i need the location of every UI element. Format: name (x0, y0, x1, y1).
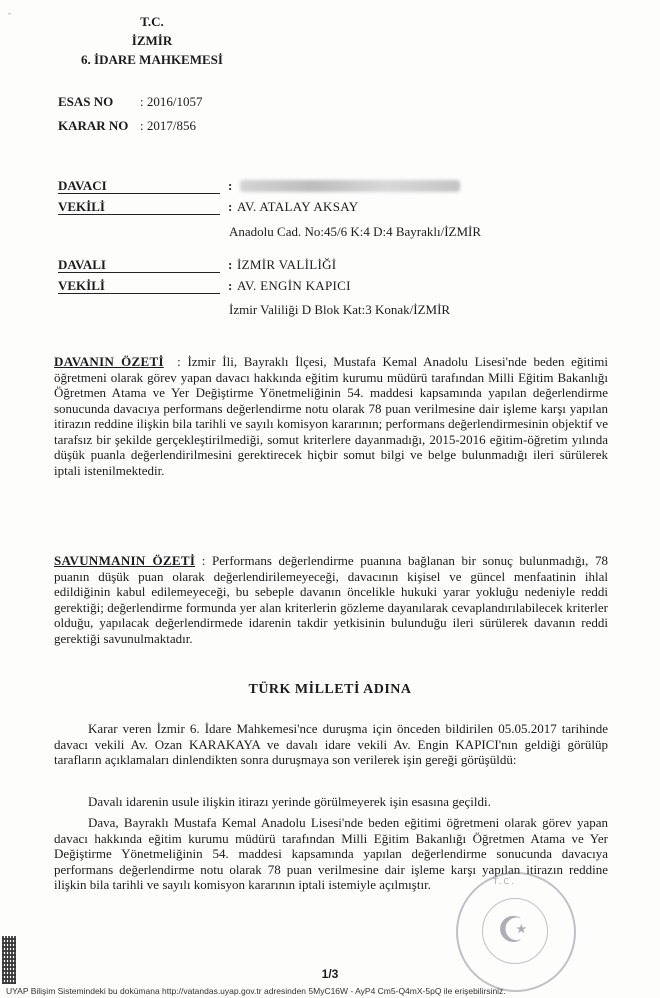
seal-text: T.C. (493, 877, 516, 886)
davanin-ozeti-text: : İzmir İli, Bayraklı İlçesi, Mustafa Kemal Anadolu Lisesi'nde beden eğitimi öğretmeni olarak görev yapan davacı hakkında eğitim kurumu müdürü tarafından Milli Eğitim Bakanlığı Öğretmen Atama ve Yer Değiştirme Yönetmeliğinin 54. maddesi kapsamında yapılan değerlendirme sonucunda davacıya performans değerlendirme notu olarak 78 puan verilmesine dair işleme karşı yapılan itirazın reddine ilişkin bila tarihli ve sayılı komisyon kararının; performans değerlendirmesinin objektif ve tarafsız bir şekilde gerçekleştirilmediği, somut kriterlere dayanmadığı, 2015-2016 eğitim-öğretim yılında düşük puanla değerlendirilmesini gerektirecek hiçbir somut bilgi ve belge bulunmadığı ileri sürülerek iptali istenilmektedir. (54, 354, 608, 478)
decision-para-2-text: Davalı idarenin usule ilişkin itirazı yerinde görülmeyerek işin esasına geçildi. (88, 794, 491, 809)
page-number: 1/3 (321, 967, 339, 981)
davanin-ozeti-section (54, 354, 608, 478)
davali-rule (58, 272, 220, 273)
davali-value: İZMİR VALİLİĞİ (237, 257, 337, 272)
davali-vekili-rule (58, 293, 220, 294)
davanin-ozeti-heading: DAVANIN ÖZETİ (54, 354, 164, 369)
karar-no-row (58, 118, 196, 134)
davali-label: DAVALI (58, 257, 106, 272)
davali-vekili-address: İzmir Valiliği D Blok Kat:3 Konak/İZMİR (229, 302, 451, 317)
savunmanin-ozeti-heading: SAVUNMANIN ÖZETİ (54, 553, 196, 568)
davaci-vekili-row (58, 199, 578, 216)
esas-no-label: ESAS NO (58, 94, 114, 109)
crescent-star-icon: ☪ (497, 910, 530, 951)
header-court-name: 6. İDARE MAHKEMESİ (81, 52, 223, 67)
decision-para-3-text: Dava, Bayraklı Mustafa Kemal Anadolu Lisesi'nde beden eğitimi öğretmeni olarak görev yapan davacı hakkında eğitim kurumu müdürü tarafından Milli Eğitim Bakanlığı Öğretmen Atama ve Yer Değiştirme Yönetmeliğinin 54. maddesi kapsamında yapılan değerlendirme sonucunda davacıya performans değerlendirme notu olarak 78 puan verilmesine dair işleme karşı yapılan itirazın reddine ilişkin bila tarihli ve sayılı komisyon kararının iptali istemiyle açılmıştır. (54, 815, 608, 892)
uyap-footer: UYAP Bilişim Sistemindeki bu dokümana http://vatandas.uyap.gov.tr adresinden 5MyC16W - AyP4 Cm5-Q4mX-5pQ ile erişebilirsiniz. (6, 986, 506, 996)
davaci-vekili-address: Anadolu Cad. No:45/6 K:4 D:4 Bayraklı/İZMİR (229, 224, 482, 239)
davali-vekili-name: AV. ENGİN KAPICI (237, 278, 351, 293)
davaci-colon: : (228, 178, 233, 193)
corner-mark: - (8, 8, 11, 18)
davali-colon: : (228, 257, 233, 272)
davaci-label: DAVACI (58, 178, 107, 193)
qr-code-icon (2, 936, 16, 984)
davaci-row (58, 178, 578, 195)
davaci-vekili-colon: : (228, 199, 233, 214)
davaci-rule (58, 193, 220, 194)
court-seal-stamp (456, 872, 576, 992)
davaci-vekili-name: AV. ATALAY AKSAY (237, 199, 359, 214)
header-city: İZMİR (131, 33, 173, 48)
davali-vekili-colon: : (228, 278, 233, 293)
savunmanin-ozeti-text: : Performans değerlendirme puanına bağlanan bir sonuç bulunmadığı, 78 puanın düşük puan olarak değerlendirilemeyeceği, davacının kişisel ve güncel menfaatinin ihlal edildiğinin kabul edilemeyeceği, bu sebeple davanın öncelikle hukuki yarar yokluğu nedeniyle reddi gerektiği; değerlendirme formunda yer alan kriterlerin gözleme dayanılarak cevaplandırılabilecek kriterler olduğu, yapılacak değerlendirmede idarenin takdir yetkisinin bulunduğu ileri sürülerek davanın reddi gerektiği savunulmaktadır. (54, 553, 608, 646)
davaci-vekili-label: VEKİLİ (58, 199, 105, 214)
decision-para-2 (54, 794, 608, 810)
seal-inner-ring (482, 898, 548, 964)
davali-vekili-row (58, 278, 578, 295)
decision-para-1-text: Karar veren İzmir 6. İdare Mahkemesi'nce duruşma için önceden bildirilen 05.05.2017 tarihinde davacı vekili Av. Ozan KARAKAYA ve davalı idare vekili Av. Engin KAPICI'nın geldiği görülüp tarafların açıklamaları dinlendikten sonra duruşmaya son verilerek işin gereği görüşüldü: (54, 721, 608, 767)
decision-para-1 (54, 721, 608, 768)
karar-no-label: KARAR NO (58, 118, 129, 133)
davali-row (58, 257, 578, 274)
header-tc: T.C. (140, 14, 164, 29)
esas-no-row (58, 94, 202, 110)
savunmanin-ozeti-section (54, 553, 608, 646)
davaci-vekili-rule (58, 214, 220, 215)
davali-vekili-label: VEKİLİ (58, 278, 105, 293)
nation-title: TÜRK MİLLETİ ADINA (248, 682, 412, 697)
karar-no-value: : 2017/856 (140, 118, 196, 133)
court-header (62, 12, 242, 69)
esas-no-value: : 2016/1057 (140, 94, 203, 109)
redacted-plaintiff-name (240, 180, 460, 192)
